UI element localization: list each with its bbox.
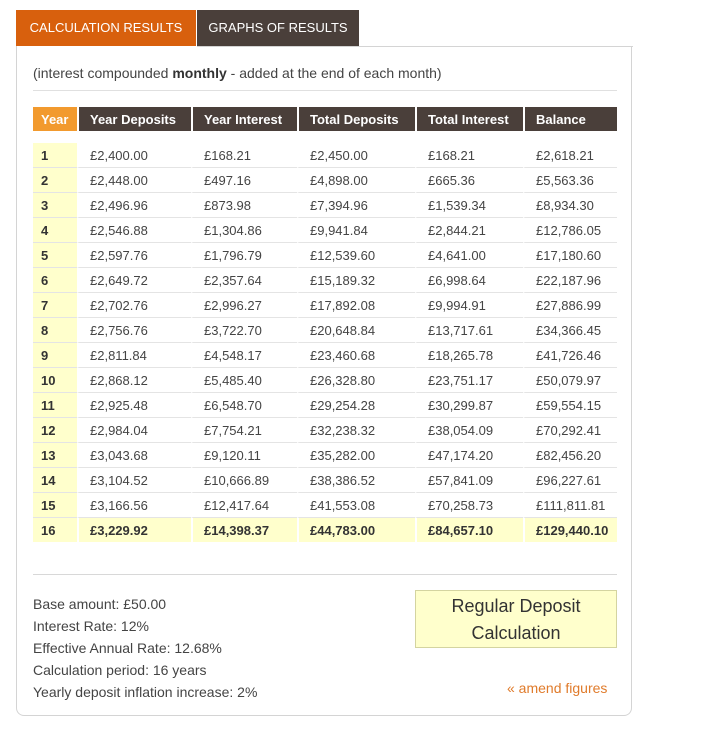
cell-year-deposits: £2,756.76 <box>77 318 191 343</box>
table-row <box>33 368 617 393</box>
panel-top-border <box>197 46 633 47</box>
cell-year-interest: £3,722.70 <box>191 318 297 343</box>
cell-total-deposits: £44,783.00 <box>297 518 415 542</box>
cell-year: 6 <box>33 268 77 293</box>
compounding-note <box>33 65 442 81</box>
cell-total-deposits: £23,460.68 <box>297 343 415 368</box>
cell-total-interest: £13,717.61 <box>415 318 523 343</box>
cell-year-deposits: £3,104.52 <box>77 468 191 493</box>
results-table <box>33 107 617 542</box>
cell-year-interest: £873.98 <box>191 193 297 218</box>
cell-year-deposits: £2,868.12 <box>77 368 191 393</box>
cell-total-deposits: £41,553.08 <box>297 493 415 518</box>
cell-year: 13 <box>33 443 77 468</box>
cell-year: 4 <box>33 218 77 243</box>
cell-year-interest: £7,754.21 <box>191 418 297 443</box>
cell-year: 10 <box>33 368 77 393</box>
summary-calculation-period: Calculation period: 16 years <box>33 662 207 678</box>
calculation-type-line1: Regular Deposit <box>451 596 581 616</box>
cell-year-deposits: £2,811.84 <box>77 343 191 368</box>
table-row <box>33 418 617 443</box>
summary-base-amount: Base amount: £50.00 <box>33 596 167 612</box>
cell-balance: £5,563.36 <box>523 168 617 193</box>
cell-total-deposits: £2,450.00 <box>297 143 415 168</box>
cell-balance: £50,079.97 <box>523 368 617 393</box>
cell-total-interest: £665.36 <box>415 168 523 193</box>
cell-total-deposits: £35,282.00 <box>297 443 415 468</box>
column-header-total-interest: Total Interest <box>415 107 523 131</box>
table-row <box>33 318 617 343</box>
cell-total-interest: £6,998.64 <box>415 268 523 293</box>
cell-year-interest: £2,996.27 <box>191 293 297 318</box>
cell-year-interest: £2,357.64 <box>191 268 297 293</box>
column-header-total-deposits: Total Deposits <box>297 107 415 131</box>
cell-year-deposits: £2,496.96 <box>77 193 191 218</box>
cell-total-interest: £30,299.87 <box>415 393 523 418</box>
cell-year-deposits: £3,043.68 <box>77 443 191 468</box>
cell-year-deposits: £3,166.56 <box>77 493 191 518</box>
cell-balance: £8,934.30 <box>523 193 617 218</box>
cell-year-deposits: £2,597.76 <box>77 243 191 268</box>
results-panel <box>16 46 632 716</box>
cell-total-interest: £168.21 <box>415 143 523 168</box>
table-row <box>33 243 617 268</box>
cell-year-deposits: £2,702.76 <box>77 293 191 318</box>
cell-year-interest: £1,304.86 <box>191 218 297 243</box>
table-row <box>33 143 617 168</box>
cell-total-deposits: £29,254.28 <box>297 393 415 418</box>
calculation-type-line2: Calculation <box>471 623 561 643</box>
cell-year-interest: £12,417.64 <box>191 493 297 518</box>
table-row <box>33 493 617 518</box>
cell-year: 16 <box>33 518 77 542</box>
table-row <box>33 393 617 418</box>
summary-interest-rate: Interest Rate: 12% <box>33 618 149 634</box>
cell-year: 3 <box>33 193 77 218</box>
cell-total-interest: £38,054.09 <box>415 418 523 443</box>
cell-total-interest: £47,174.20 <box>415 443 523 468</box>
amend-figures-link[interactable]: « amend figures <box>507 680 608 696</box>
cell-total-deposits: £15,189.32 <box>297 268 415 293</box>
cell-balance: £17,180.60 <box>523 243 617 268</box>
cell-balance: £82,456.20 <box>523 443 617 468</box>
cell-year: 15 <box>33 493 77 518</box>
cell-year: 7 <box>33 293 77 318</box>
cell-balance: £2,618.21 <box>523 143 617 168</box>
cell-total-interest: £18,265.78 <box>415 343 523 368</box>
calculation-type-box <box>415 590 617 648</box>
table-row <box>33 268 617 293</box>
cell-total-deposits: £17,892.08 <box>297 293 415 318</box>
cell-balance: £41,726.46 <box>523 343 617 368</box>
cell-year-interest: £5,485.40 <box>191 368 297 393</box>
cell-balance: £70,292.41 <box>523 418 617 443</box>
cell-total-interest: £9,994.91 <box>415 293 523 318</box>
table-row <box>33 193 617 218</box>
table-row <box>33 443 617 468</box>
cell-year-deposits: £2,984.04 <box>77 418 191 443</box>
cell-total-deposits: £38,386.52 <box>297 468 415 493</box>
cell-year-deposits: £2,925.48 <box>77 393 191 418</box>
cell-year: 14 <box>33 468 77 493</box>
cell-total-deposits: £4,898.00 <box>297 168 415 193</box>
table-row <box>33 218 617 243</box>
cell-total-deposits: £9,941.84 <box>297 218 415 243</box>
cell-year: 12 <box>33 418 77 443</box>
column-header-balance: Balance <box>523 107 617 131</box>
column-header-year-interest: Year Interest <box>191 107 297 131</box>
table-body <box>33 131 617 542</box>
note-prefix: (interest compounded <box>33 65 173 81</box>
cell-year-interest: £168.21 <box>191 143 297 168</box>
cell-year-interest: £9,120.11 <box>191 443 297 468</box>
cell-year: 8 <box>33 318 77 343</box>
cell-balance: £27,886.99 <box>523 293 617 318</box>
cell-total-interest: £57,841.09 <box>415 468 523 493</box>
table-row <box>33 468 617 493</box>
cell-year-interest: £10,666.89 <box>191 468 297 493</box>
divider <box>33 90 617 91</box>
spacer-cell <box>33 131 617 143</box>
column-header-year: Year <box>33 107 77 131</box>
cell-year-deposits: £2,649.72 <box>77 268 191 293</box>
cell-year: 11 <box>33 393 77 418</box>
divider <box>33 574 617 575</box>
cell-balance: £59,554.15 <box>523 393 617 418</box>
summary-deposit-inflation: Yearly deposit inflation increase: 2% <box>33 684 258 700</box>
column-header-year-deposits: Year Deposits <box>77 107 191 131</box>
cell-total-deposits: £12,539.60 <box>297 243 415 268</box>
cell-year-interest: £497.16 <box>191 168 297 193</box>
cell-balance: £34,366.45 <box>523 318 617 343</box>
cell-total-deposits: £20,648.84 <box>297 318 415 343</box>
cell-year-interest: £6,548.70 <box>191 393 297 418</box>
cell-year: 1 <box>33 143 77 168</box>
cell-year-deposits: £2,448.00 <box>77 168 191 193</box>
cell-year-deposits: £2,546.88 <box>77 218 191 243</box>
results-tabs <box>16 10 359 46</box>
cell-total-interest: £23,751.17 <box>415 368 523 393</box>
table-row <box>33 343 617 368</box>
table-row <box>33 168 617 193</box>
tab-calculation-results[interactable]: CALCULATION RESULTS <box>16 10 196 46</box>
calculation-summary <box>33 593 257 703</box>
cell-total-interest: £84,657.10 <box>415 518 523 542</box>
cell-balance: £12,786.05 <box>523 218 617 243</box>
cell-year: 9 <box>33 343 77 368</box>
cell-year-deposits: £3,229.92 <box>77 518 191 542</box>
cell-total-deposits: £32,238.32 <box>297 418 415 443</box>
table-spacer <box>33 131 617 143</box>
note-frequency: monthly <box>172 65 227 81</box>
cell-total-interest: £70,258.73 <box>415 493 523 518</box>
cell-year: 5 <box>33 243 77 268</box>
cell-year-interest: £4,548.17 <box>191 343 297 368</box>
summary-effective-annual-rate: Effective Annual Rate: 12.68% <box>33 640 222 656</box>
cell-balance: £96,227.61 <box>523 468 617 493</box>
cell-total-interest: £2,844.21 <box>415 218 523 243</box>
table-row <box>33 518 617 542</box>
cell-balance: £22,187.96 <box>523 268 617 293</box>
cell-year-deposits: £2,400.00 <box>77 143 191 168</box>
cell-total-interest: £1,539.34 <box>415 193 523 218</box>
cell-total-deposits: £7,394.96 <box>297 193 415 218</box>
cell-total-deposits: £26,328.80 <box>297 368 415 393</box>
cell-balance: £111,811.81 <box>523 493 617 518</box>
cell-year: 2 <box>33 168 77 193</box>
cell-total-interest: £4,641.00 <box>415 243 523 268</box>
cell-year-interest: £1,796.79 <box>191 243 297 268</box>
cell-balance: £129,440.10 <box>523 518 617 542</box>
table-header-row <box>33 107 617 131</box>
table-row <box>33 293 617 318</box>
cell-year-interest: £14,398.37 <box>191 518 297 542</box>
note-suffix: - added at the end of each month) <box>226 65 442 81</box>
tab-graphs-of-results[interactable]: GRAPHS OF RESULTS <box>197 10 359 46</box>
